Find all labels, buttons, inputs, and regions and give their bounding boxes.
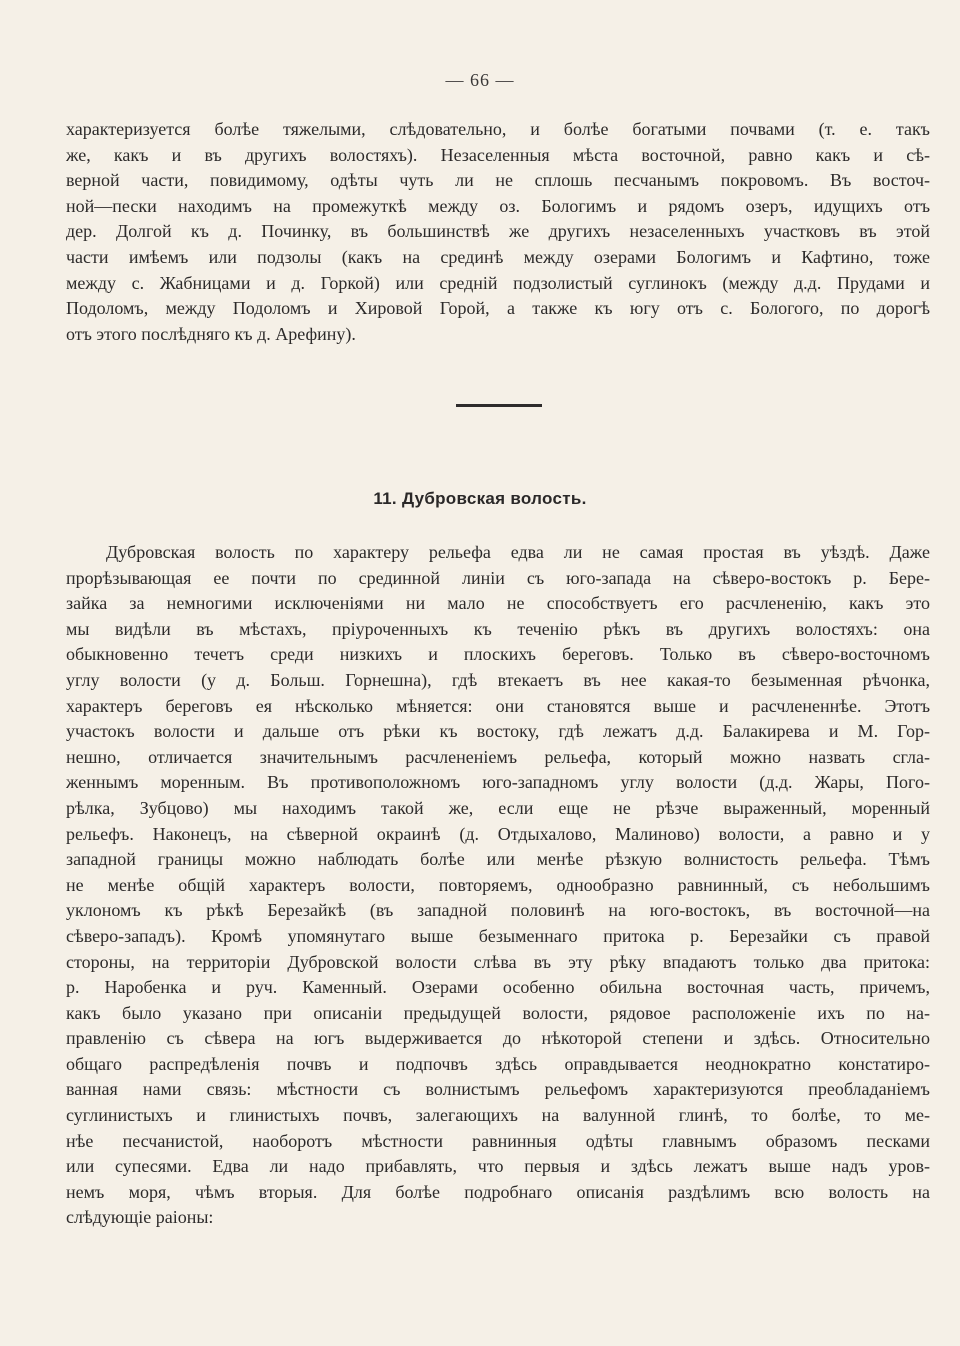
text-line: нешно, отличается значительнымъ расчлененiемъ рельефа, который можно назвать сгла- <box>66 746 930 767</box>
text-line: характеръ береговъ ея нѣсколько мѣняется: они становятся выше и расчлененнѣе. Этотъ <box>66 695 930 716</box>
text-line: слѣдующiе раiоны: <box>66 1207 214 1228</box>
top-paragraph <box>66 117 930 347</box>
text-line: углу волости (у д. Больш. Горнешна), гдѣ втекаетъ въ нее какая-то безыменная рѣчонка, <box>66 669 930 690</box>
text-line: немъ моря, чѣмъ вторыя. Для болѣе подробнаго описанiя раздѣлимъ всю волость на <box>66 1181 930 1202</box>
text-line: участокъ волости и дальше отъ рѣки къ востоку, гдѣ лежатъ д.д. Балакирева и М. Гор- <box>66 721 930 742</box>
text-line: суглинистыхъ и глинистыхъ почвъ, залегающихъ на валунной глинѣ, то болѣе, то ме- <box>66 1105 930 1126</box>
text-line: стороны, на территорiи Дубровской волости слѣва въ эту рѣку впадаютъ только два притока: <box>66 951 930 972</box>
text-line: зайка за немногими исключенiями ни мало не способствуетъ его расчлененiю, какъ это <box>66 593 930 614</box>
text-line: мы видѣли въ мѣстахъ, прiуроченныхъ къ теченiю рѣкъ въ другихъ волостяхъ: она <box>66 618 930 639</box>
text-line: какъ было указано при описанiи предыдущей волости, рядовое расположенiе ихъ по на- <box>66 1002 930 1023</box>
text-line: обыкновенно течетъ среди низкихъ и плоскихъ береговъ. Только въ сѣверо-восточномъ <box>66 644 930 665</box>
text-line: общаго распредѣленiя почвъ и подпочвъ здѣсь оправдывается неоднократно констатиро- <box>66 1053 930 1074</box>
text-line: рельефъ. Наконецъ, на сѣверной окраинѣ (д. Отдыхалово, Малиново) волости, а равно и у <box>66 823 930 844</box>
text-line: части имѣемъ или подзолы (какъ на срединѣ между озерами Бологимъ и Кафтино, тоже <box>66 246 930 267</box>
text-line: ной—пески находимъ на промежуткѣ между оз. Бологимъ и рядомъ озеръ, идущихъ отъ <box>66 195 930 216</box>
text-line: не менѣе общiй характеръ волости, повторяемъ, однообразно равнинный, съ небольшимъ <box>66 874 930 895</box>
text-line: р. Наробенка и руч. Каменный. Озерами особенно обильна восточная часть, причемъ, <box>66 977 930 998</box>
text-line: Подоломъ, между Подоломъ и Хировой Горой, а также къ югу отъ с. Бологого, по дорогѣ <box>66 298 930 319</box>
text-line: Дубровская волость по характеру рельефа едва ли не самая простая въ уѣздѣ. Даже <box>106 542 930 562</box>
text-line: уклономъ къ рѣкѣ Березайкѣ (въ западной половинѣ на юго-востокъ, въ восточной—на <box>66 900 930 921</box>
page-number: — 66 — <box>445 70 515 90</box>
text-line: правленiю съ сѣвера на югъ выдерживается до нѣкоторой степени и здѣсь. Относительно <box>66 1028 930 1049</box>
section-title: 11. Дубровская волость. <box>373 489 587 508</box>
text-line: между с. Жабницами и д. Горкой) или среднiй подзолистый суглинокъ (между д.д. Прудами и <box>66 272 930 293</box>
text-line: ванная нами связь: мѣстности съ волнистымъ рельефомъ характеризуются преобладанiемъ <box>66 1079 930 1100</box>
text-line: западной границы можно наблюдать болѣе или менѣе рѣзкую волнистость рельефа. Тѣмъ <box>66 849 930 870</box>
text-line: сѣверо-западъ). Кромѣ упомянутаго выше безыменнаго притока р. Березайки съ правой <box>66 925 930 946</box>
text-line: же, какъ и въ другихъ волостяхъ). Незаселенныя мѣста восточной, равно какъ и сѣ- <box>66 144 930 165</box>
text-line: или супесями. Едва ли надо прибавлять, что первыя и здѣсь лежатъ выше надъ уров- <box>66 1156 930 1177</box>
text-line: женнымъ моренным. Въ противоположномъ юго-западномъ углу волости (д.д. Жары, Пого- <box>66 772 930 793</box>
section-divider <box>456 404 542 407</box>
text-line: нѣе песчанистой, наоборотъ мѣстности равнинныя одѣты главнымъ образомъ песками <box>66 1130 930 1151</box>
text-line: отъ этого послѣдняго къ д. Арефину). <box>66 323 356 344</box>
text-line: рѣлка, Зубцово) мы находимъ такой же, если еще не рѣзче выраженный, моренный <box>66 797 930 818</box>
text-line: дер. Долгой къ д. Починку, въ большинствѣ же другихъ незаселенныхъ участковъ въ этой <box>66 221 930 242</box>
main-paragraph <box>66 540 930 1231</box>
text-line: характеризуется болѣе тяжелыми, слѣдовательно, и болѣе богатыми почвами (т. е. такъ <box>66 119 930 139</box>
text-line: верной части, повидимому, одѣты чуть ли не сплошь песчанымъ покровомъ. Въ восточ- <box>66 170 930 191</box>
text-line: прорѣзывающая ее почти по срединной линiи съ юго-запада на сѣверо-востокъ р. Бере- <box>66 567 930 588</box>
